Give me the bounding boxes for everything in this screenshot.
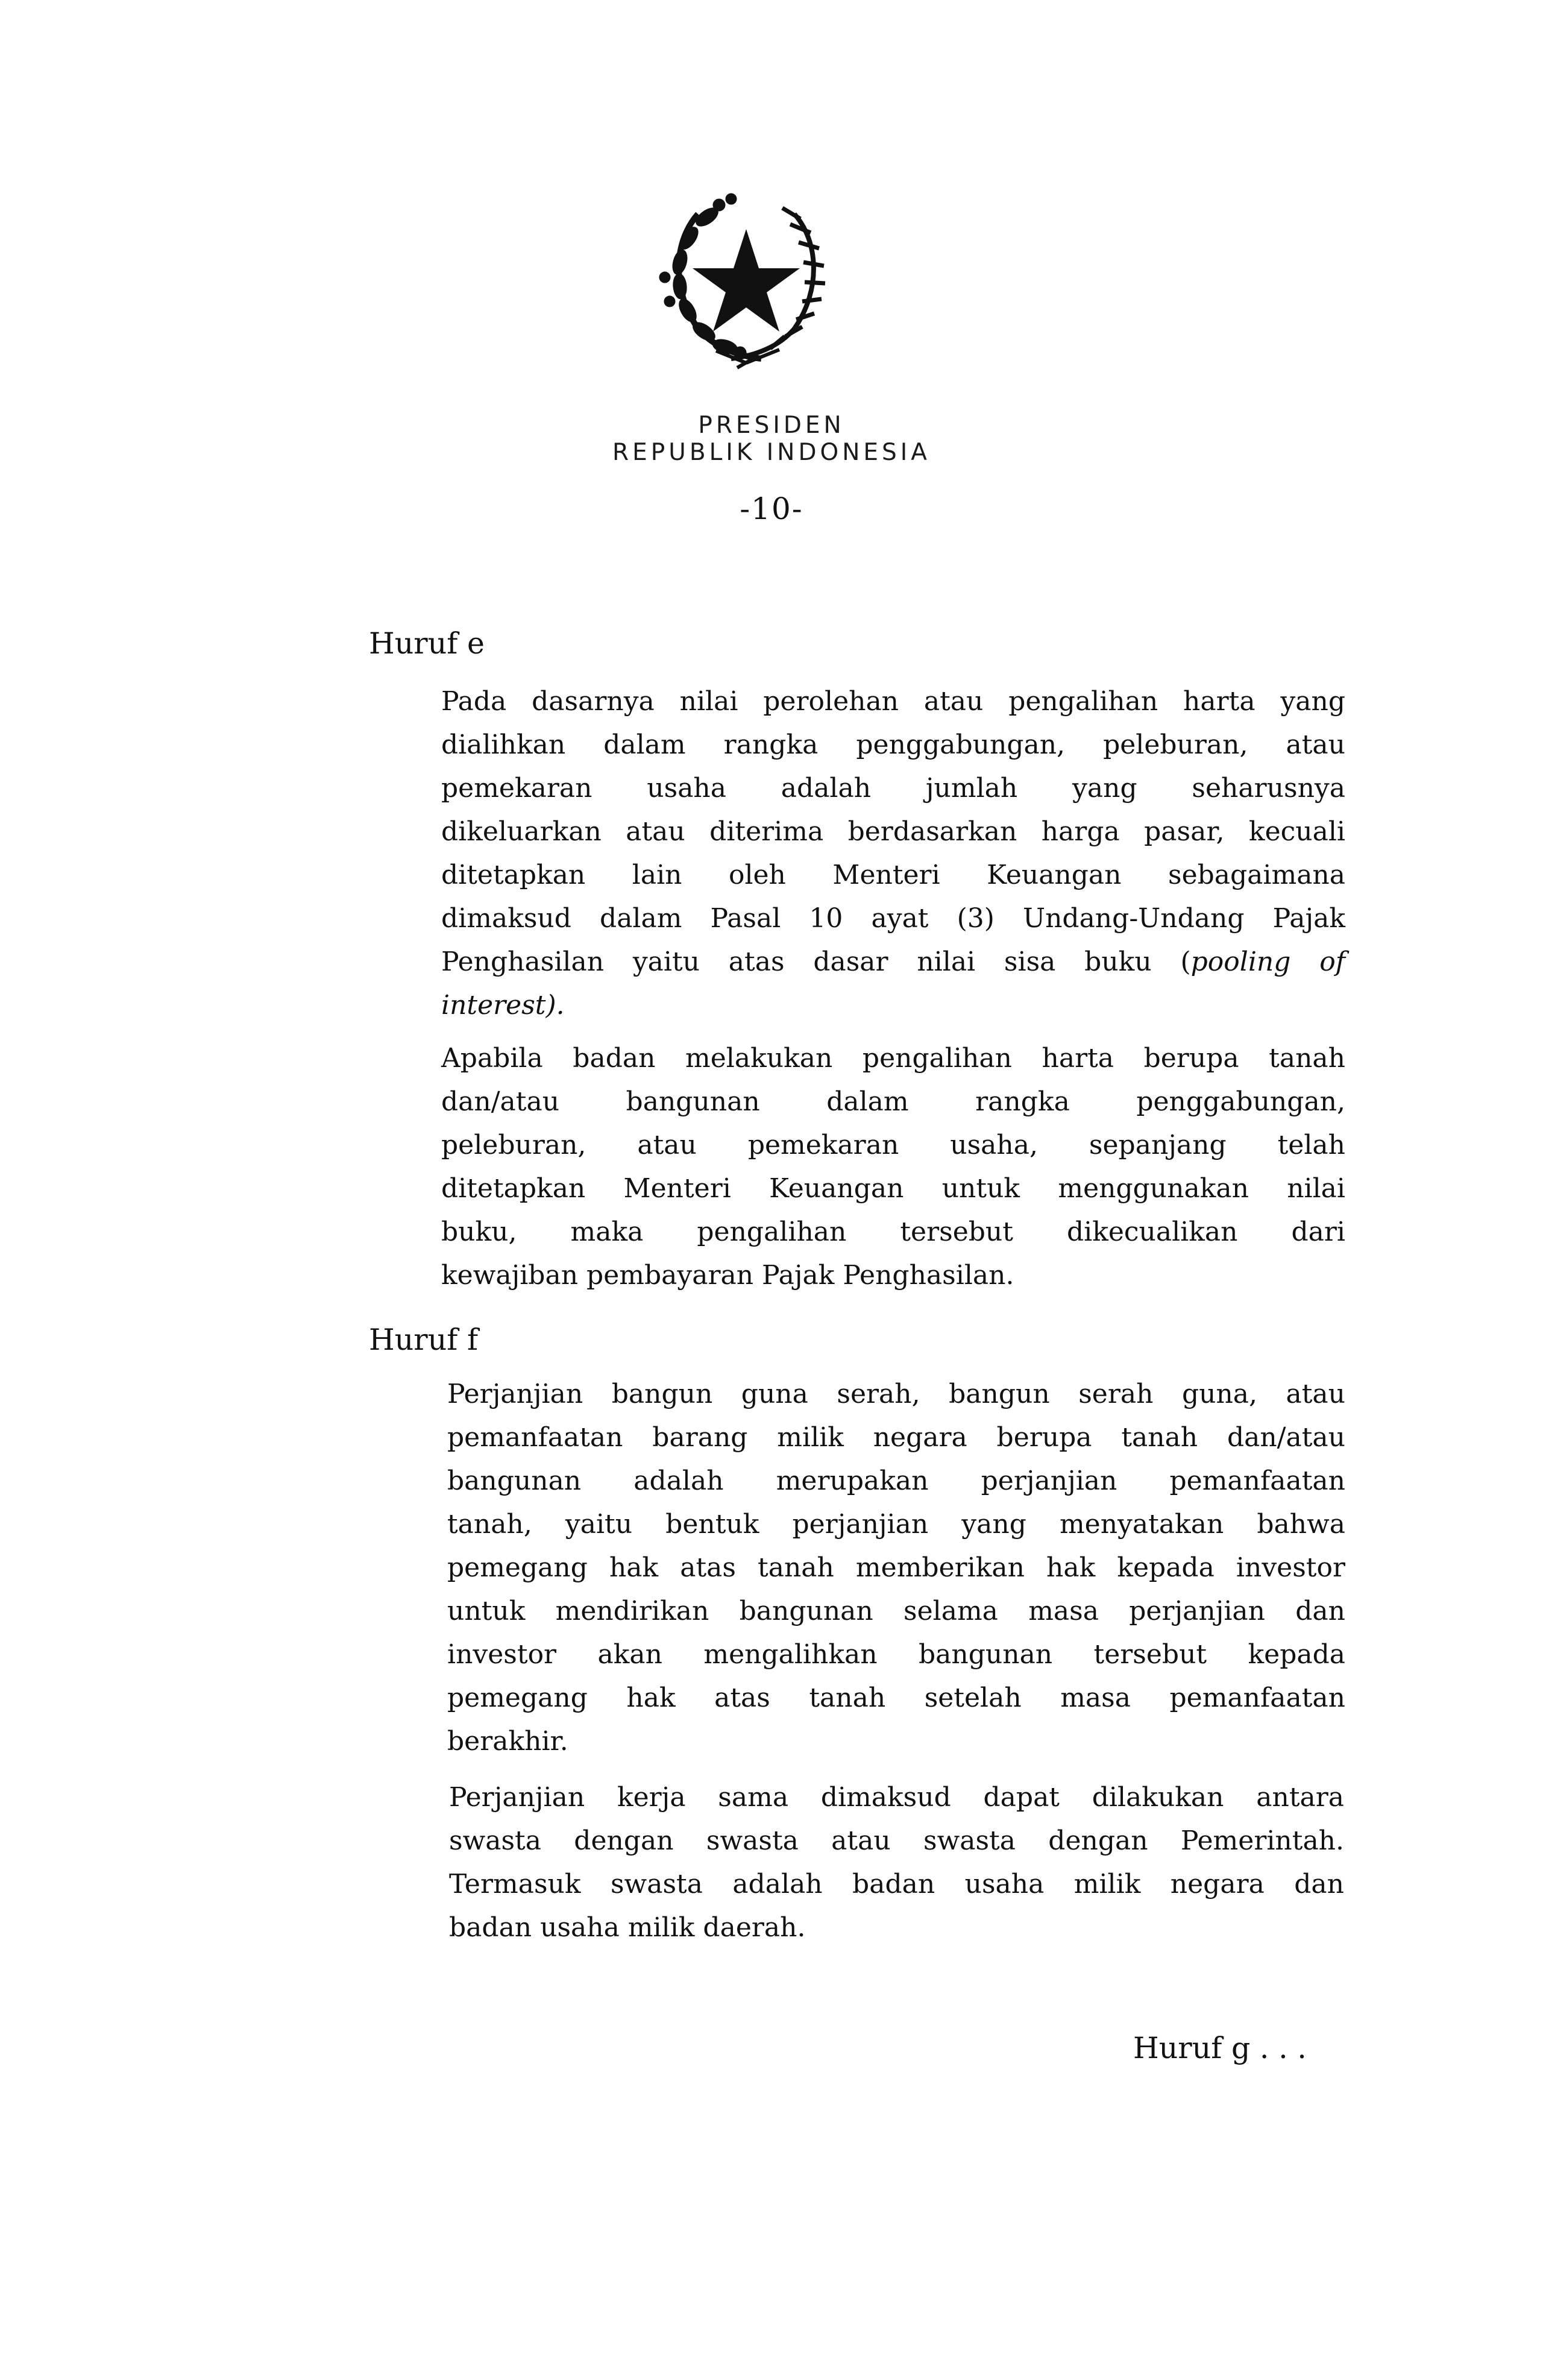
text-line: kewajiban pembayaran Pajak Penghasilan. — [441, 1260, 1014, 1291]
text-line: investor akan mengalihkan bangunan tersebut kepada — [447, 1639, 1345, 1670]
header-title-presiden: PRESIDEN — [698, 412, 845, 439]
text-line: Penghasilan yaitu atas dasar nilai sisa buku (pooling of — [441, 946, 1345, 977]
text-line: Termasuk swasta adalah badan usaha milik negara dan — [449, 1869, 1344, 1900]
text-line: untuk mendirikan bangunan selama masa perjanjian dan — [447, 1596, 1345, 1626]
garuda-star-wreath-emblem-icon — [641, 187, 852, 374]
text-line: badan usaha milik daerah. — [449, 1912, 806, 1943]
paragraph-huruf-f-2 — [449, 1776, 1344, 1950]
text-line: dimaksud dalam Pasal 10 ayat (3) Undang-Undang Pajak — [441, 903, 1345, 934]
text-line: dialihkan dalam rangka penggabungan, peleburan, atau — [441, 729, 1345, 760]
text-line: dan/atau bangunan dalam rangka penggabungan, — [441, 1086, 1345, 1117]
text-line: dikeluarkan atau diterima berdasarkan harga pasar, kecuali — [441, 816, 1345, 847]
text-line: pemekaran usaha adalah jumlah yang seharusnya — [441, 773, 1345, 804]
text-line: berakhir. — [447, 1726, 568, 1757]
text-line: ditetapkan lain oleh Menteri Keuangan sebagaimana — [441, 860, 1345, 890]
text-line: buku, maka pengalihan tersebut dikecualikan dari — [441, 1217, 1345, 1247]
text-line: Pada dasarnya nilai perolehan atau pengalihan harta yang — [441, 686, 1345, 717]
text-line: tanah, yaitu bentuk perjanjian yang menyatakan bahwa — [447, 1509, 1345, 1540]
text-line: Perjanjian kerja sama dimaksud dapat dilakukan antara — [449, 1782, 1344, 1813]
text-line: bangunan adalah merupakan perjanjian pemanfaatan — [447, 1465, 1345, 1496]
paragraph-huruf-f-1 — [447, 1373, 1345, 1763]
header-title-republik: REPUBLIK INDONESIA — [612, 439, 931, 466]
text-line: peleburan, atau pemekaran usaha, sepanjang telah — [441, 1130, 1345, 1160]
continuation-marker: Huruf g . . . — [1133, 2031, 1307, 2065]
section-label-huruf-e: Huruf e — [369, 626, 485, 661]
text-line: Apabila badan melakukan pengalihan harta berupa tanah — [441, 1043, 1345, 1074]
paragraph-huruf-e-2 — [441, 1037, 1345, 1297]
text-line: Perjanjian bangun guna serah, bangun serah guna, atau — [447, 1379, 1345, 1409]
text-line: ditetapkan Menteri Keuangan untuk menggunakan nilai — [441, 1173, 1345, 1204]
text-line: pemegang hak atas tanah setelah masa pemanfaatan — [447, 1683, 1345, 1713]
text-line: swasta dengan swasta atau swasta dengan Pemerintah. — [449, 1825, 1344, 1856]
page-number: -10- — [740, 491, 803, 526]
text-line: interest). — [441, 990, 565, 1021]
text-line: pemegang hak atas tanah memberikan hak kepada investor — [447, 1552, 1345, 1583]
text-line: pemanfaatan barang milik negara berupa tanah dan/atau — [447, 1422, 1345, 1453]
paragraph-huruf-e-1 — [441, 680, 1345, 1027]
section-label-huruf-f: Huruf f — [369, 1323, 479, 1357]
